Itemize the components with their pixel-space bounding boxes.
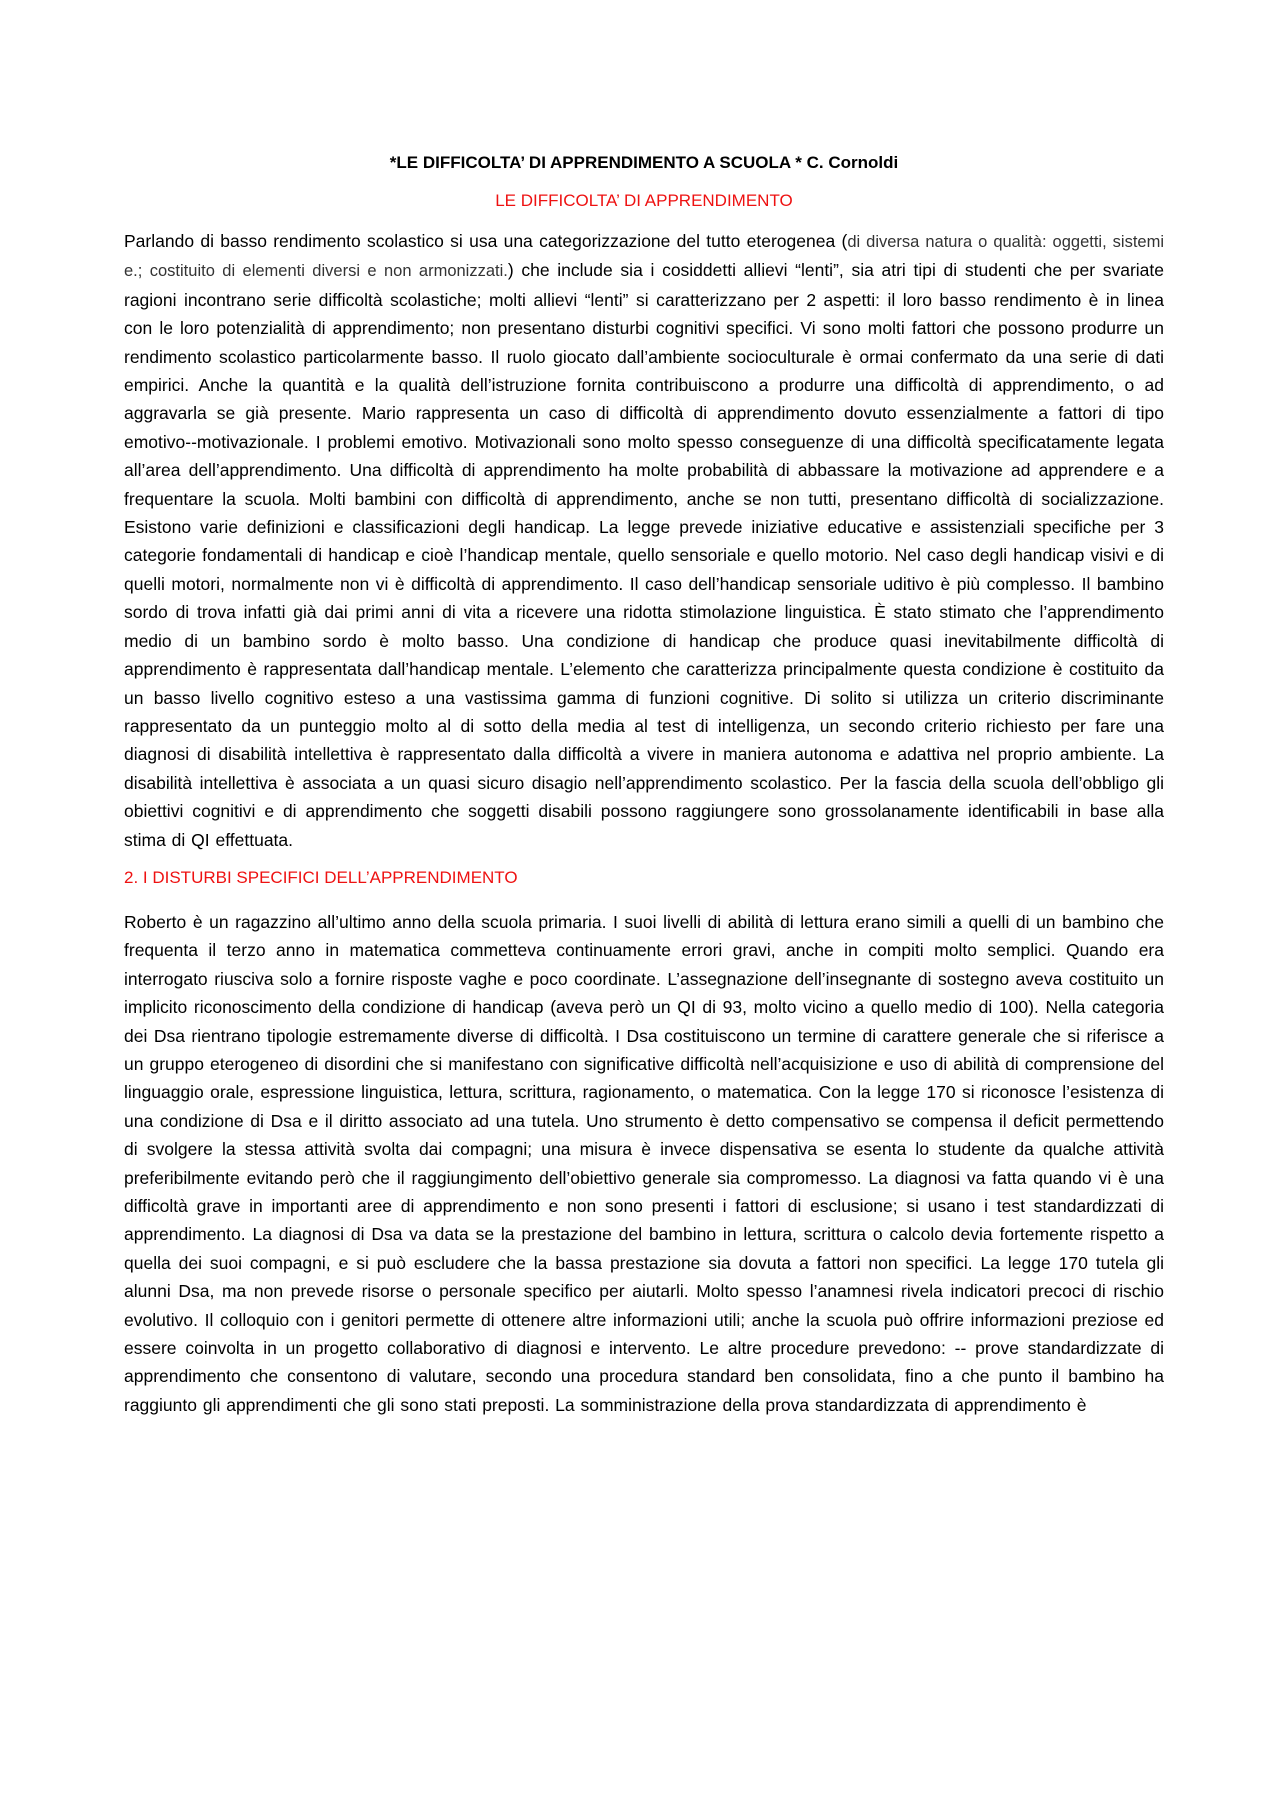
section-1-intro: Parlando di basso rendimento scolastico si usa una categorizzazione del tutto eterogenea ( [124,231,848,251]
section-1-paragraph [124,227,1164,854]
section-1-heading: LE DIFFICOLTA’ DI APPRENDIMENTO [495,191,793,210]
section-1-body: ) che include sia i cosiddetti allievi “lenti”, sia atri tipi di studenti che per svariate ragioni incontrano serie difficoltà scolastiche; molti allievi “lenti” si caratterizzano per 2 aspetti: il loro basso rendimento è in linea con le loro potenzialità di apprendimento; non presentano disturbi cognitivi specifici. Vi sono molti fattori che possono produrre un rendimento scolastico particolarmente basso. Il ruolo giocato dall’ambiente socioculturale è ormai confermato da una serie di dati empirici. Anche la quantità e la qualità dell’istruzione fornita contribuiscono a produrre una difficoltà di apprendimento, o ad aggravarla se già presente. Mario rappresenta un caso di difficoltà di apprendimento dovuto essenzialmente a fattori di tipo emotivo--motivazionale. I problemi emotivo. Motivazionali sono molto spesso conseguenze di una difficoltà specificatamente legata all’area dell’apprendimento. Una difficoltà di apprendimento ha molte probabilità di abbassare la motivazione ad apprendere e a frequentare la scuola. Molti bambini con difficoltà di apprendimento, anche se non tutti, presentano difficoltà di socializzazione. Esistono varie definizioni e classificazioni degli handicap. La legge prevede iniziative educative e assistenziali specifiche per 3 categorie fondamentali di handicap e cioè l’handicap mentale, quello sensoriale e quello motorio. Nel caso degli handicap visivi e di quelli motori, normalmente non vi è difficoltà di apprendimento. Il caso dell’handicap sensoriale uditivo è più complesso. Il bambino sordo di trova infatti già dai primi anni di vita a ricevere una ridotta stimolazione linguistica. È stato stimato che l’apprendimento medio di un bambino sordo è molto basso. Una condizione di handicap che produce quasi inevitabilmente difficoltà di apprendimento è rappresentata dall’handicap mentale. L’elemento che caratterizza principalmente questa condizione è costituito da un basso livello cognitivo esteso a una vastissima gamma di funzioni cognitive. Di solito si utilizza un criterio discriminante rappresentato da un punteggio molto al di sotto della media al test di intelligenza, un secondo criterio richiesto per fare una diagnosi di disabilità intellettiva è rappresentato dalla difficoltà a vivere in maniera autonoma e adattiva nel proprio ambiente. La disabilità intellettiva è associata a un quasi sicuro disagio nell’apprendimento scolastico. Per la fascia della scuola dell’obbligo gli obiettivi cognitivi e di apprendimento che soggetti disabili possono raggiungere sono grossolanamente identificabili in base alla stima di QI effettuata. [124,260,1164,850]
section-1-aside: di diversa natura o qualità: oggetti, sistemi e.; costituito di elementi diversi e non armonizzati. [124,233,1164,281]
section-2-paragraph: Roberto è un ragazzino all’ultimo anno della scuola primaria. I suoi livelli di abilità di lettura erano simili a quelli di un bambino che frequenta il terzo anno in matematica commetteva continuamente errori gravi, anche in compiti molto semplici. Quando era interrogato riusciva solo a fornire risposte vaghe e poco coordinate. L’assegnazione dell’insegnante di sostegno aveva costituito un implicito riconoscimento della condizione di handicap (aveva però un QI di 93, molto vicino a quello medio di 100). Nella categoria dei Dsa rientrano tipologie estremamente diverse di difficoltà. I Dsa costituiscono un termine di carattere generale che si riferisce a un gruppo eterogeneo di disordini che si manifestano con significative difficoltà nell’acquisizione e uso di abilità di comprensione del linguaggio orale, espressione linguistica, lettura, scrittura, ragionamento, o matematica. Con la legge 170 si riconosce l’esistenza di una condizione di Dsa e il diritto associato ad una tutela. Uno strumento è detto compensativo se compensa il deficit permettendo di svolgere la stessa attività svolta dai compagni; una misura è invece dispensativa se esenta lo studente da qualche attività preferibilmente evitando però che il raggiungimento dell’obiettivo generale sia compromesso. La diagnosi va fatta quando vi è una difficoltà grave in importanti aree di apprendimento e non sono presenti i fattori di esclusione; si usano i test standardizzati di apprendimento. La diagnosi di Dsa va data se la prestazione del bambino in lettura, scrittura o calcolo devia fortemente rispetto a quella dei suoi compagni, e si può escludere che la bassa prestazione sia dovuta a fattori non specifici. La legge 170 tutela gli alunni Dsa, ma non prevede risorse o personale specifico per aiutarli. Molto spesso l’anamnesi rivela indicatori precoci di rischio evolutivo. Il colloquio con i genitori permette di ottenere altre informazioni utili; anche la scuola può offrire informazioni preziose ed essere coinvolta in un progetto collaborativo di diagnosi e intervento. Le altre procedure prevedono: -- prove standardizzate di apprendimento che consentono di valutare, secondo una procedura standard ben consolidata, fino a che punto il bambino ha raggiunto gli apprendimenti che gli sono stati preposti. La somministrazione della prova standardizzata di apprendimento è [124,911,1164,1415]
document-title: *LE DIFFICOLTA’ DI APPRENDIMENTO A SCUOLA * C. Cornoldi [389,153,899,172]
section-2-heading: 2. I DISTURBI SPECIFICI DELL’APPRENDIMENTO [124,867,518,887]
